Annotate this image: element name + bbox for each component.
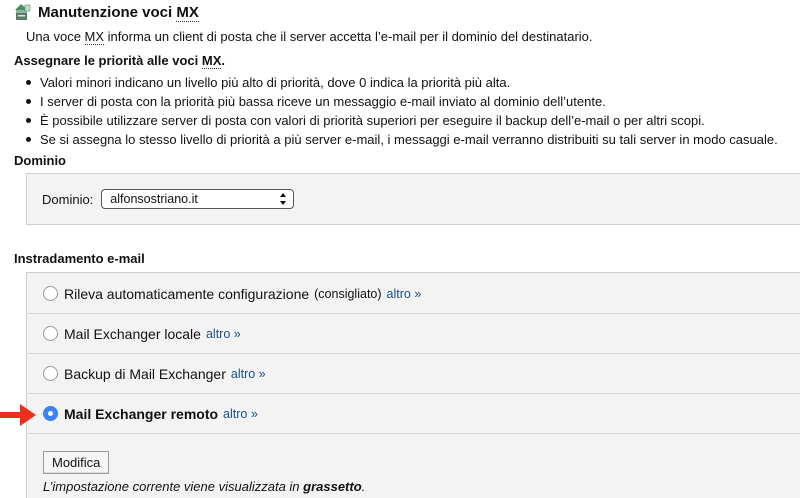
footnote-bold: grassetto (303, 479, 362, 494)
option-label: Backup di Mail Exchanger (64, 365, 226, 382)
priorities-heading-text: Assegnare le priorità alle voci (14, 53, 202, 68)
domain-select-value: alfonsostriano.it (110, 192, 198, 206)
list-item: Valori minori indicano un livello più alto di priorità, dove 0 indica la priorità più alta. (26, 73, 778, 92)
select-arrows-icon (279, 192, 287, 206)
routing-panel (26, 272, 800, 498)
domain-select[interactable] (101, 189, 294, 209)
intro-suffix: informa un client di posta che il server accetta l’e-mail per il dominio del destinatario. (104, 29, 593, 44)
list-item: I server di posta con la priorità più bassa riceve un messaggio e-mail inviato al dominio dell’utente. (26, 92, 778, 111)
radio-button-selected[interactable] (43, 406, 58, 421)
more-link[interactable]: altro » (205, 326, 241, 341)
list-item: È possibile utilizzare server di posta con valori di priorità superiori per eseguire il backup dell’e-mail o per altri scopi. (26, 111, 778, 130)
radio-button[interactable] (43, 366, 58, 381)
page-title-abbr: MX (176, 3, 199, 21)
domain-panel (26, 173, 800, 225)
intro-prefix: Una voce (26, 29, 85, 44)
priorities-list (26, 73, 778, 149)
footnote (43, 479, 365, 494)
page-header (12, 1, 199, 23)
more-link[interactable]: altro » (230, 366, 266, 381)
routing-option-local[interactable] (27, 314, 800, 354)
option-note: (consigliato) (314, 286, 382, 301)
intro-abbr: MX (84, 29, 105, 44)
more-link[interactable]: altro » (386, 286, 422, 301)
domain-heading: Dominio (14, 153, 66, 168)
page-title (38, 4, 199, 21)
list-item: Se si assegna lo stesso livello di priorità a più server e-mail, i messaggi e-mail verranno distribuiti su tali server in modo casuale. (26, 130, 778, 149)
radio-button[interactable] (43, 286, 58, 301)
footnote-suffix: . (361, 479, 366, 494)
routing-option-auto[interactable] (27, 274, 800, 314)
mail-server-icon (12, 2, 32, 22)
more-link[interactable]: altro » (223, 406, 258, 421)
radio-button[interactable] (43, 326, 58, 341)
routing-heading: Instradamento e-mail (14, 251, 145, 266)
option-label: Mail Exchanger remoto (64, 405, 219, 422)
footnote-text: L’impostazione corrente viene visualizzata in (43, 479, 304, 494)
priorities-heading-abbr: MX (201, 53, 222, 68)
red-arrow-icon (0, 402, 38, 428)
page-title-text: Manutenzione voci (38, 3, 177, 21)
option-label: Rileva automaticamente configurazione (64, 285, 310, 302)
domain-label: Dominio: (42, 191, 94, 207)
intro-text (26, 29, 593, 44)
routing-option-remote[interactable] (27, 394, 800, 434)
routing-option-backup[interactable] (27, 354, 800, 394)
modify-button[interactable]: Modifica (43, 451, 109, 474)
priorities-heading (14, 53, 225, 68)
option-label: Mail Exchanger locale (64, 325, 201, 342)
priorities-heading-suffix: . (221, 53, 225, 68)
